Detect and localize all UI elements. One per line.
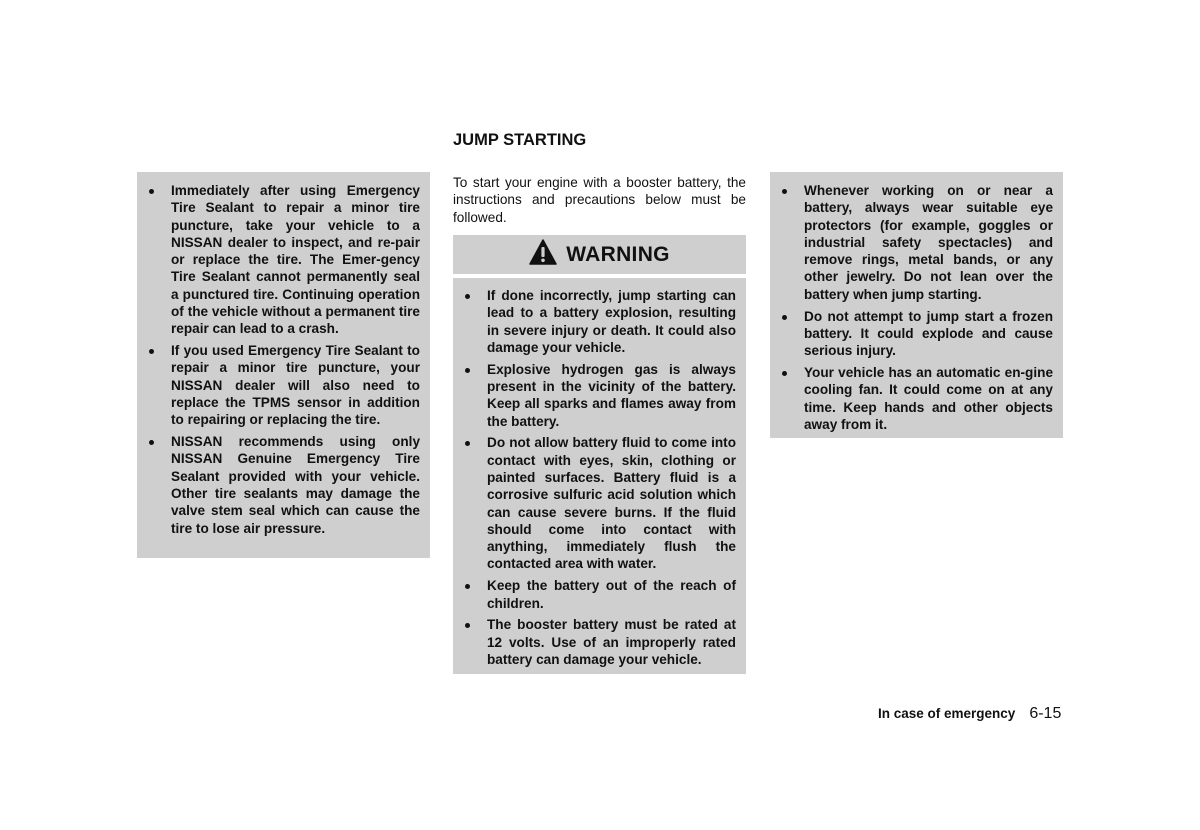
list-item: Do not attempt to jump start a frozen battery. It could explode and cause serious injury. xyxy=(770,308,1053,360)
list-item: Keep the battery out of the reach of children. xyxy=(453,577,736,612)
list-item: Explosive hydrogen gas is always present in the vicinity of the battery. Keep all sparks and flames away from the battery. xyxy=(453,361,736,430)
list-item: If done incorrectly, jump starting can lead to a battery explosion, resulting in severe injury or death. It could also damage your vehicle. xyxy=(453,287,736,356)
page-number: 6-15 xyxy=(1029,705,1062,722)
right-caution-box xyxy=(770,172,1063,438)
list-item: The booster battery must be rated at 12 volts. Use of an improperly rated battery can damage your vehicle. xyxy=(453,616,736,668)
footer-section-name: In case of emergency xyxy=(878,706,1016,721)
intro-paragraph: To start your engine with a booster battery, the instructions and precautions below must be followed. xyxy=(453,175,746,225)
list-item: Immediately after using Emergency Tire Sealant to repair a minor tire puncture, take your vehicle to a NISSAN dealer to inspect, and re-pair or replace the tire. The Emer-gency Tire Sealant cannot permanently seal a punctured tire. Continuing operation of the vehicle without a permanent tire repair can lead to a crash. xyxy=(137,182,420,338)
list-item: Do not allow battery fluid to come into contact with eyes, skin, clothing or painted surfaces. Battery fluid is a corrosive sulfuric acid solution which can cause severe burns. If the fluid should come into contact with anything, immediately flush the contacted area with water. xyxy=(453,434,736,572)
warning-triangle-icon xyxy=(529,239,557,270)
list-item: If you used Emergency Tire Sealant to repair a minor tire puncture, your NISSAN dealer will also need to replace the TPMS sensor in addition to repairing or replacing the tire. xyxy=(137,342,420,428)
right-caution-list xyxy=(770,182,1053,433)
warning-header xyxy=(453,235,746,274)
left-caution-list xyxy=(137,182,420,537)
left-caution-box xyxy=(137,172,430,558)
page-footer xyxy=(878,705,1061,723)
list-item: Your vehicle has an automatic en-gine cooling fan. It could come on at any time. Keep hands and other objects away from it. xyxy=(770,364,1053,433)
warning-title: WARNING xyxy=(566,242,670,266)
list-item: Whenever working on or near a battery, always wear suitable eye protectors (for example, goggles or industrial safety spectacles) and remove rings, metal bands, or any other jewelry. Do not lean over the battery when jump starting. xyxy=(770,182,1053,303)
warning-box xyxy=(453,278,746,674)
list-item: NISSAN recommends using only NISSAN Genuine Emergency Tire Sealant provided with your vehicle. Other tire sealants may damage the valve stem seal which can cause the tire to lose air pressure. xyxy=(137,433,420,537)
section-title: JUMP STARTING xyxy=(453,131,587,149)
warning-list xyxy=(453,287,736,668)
